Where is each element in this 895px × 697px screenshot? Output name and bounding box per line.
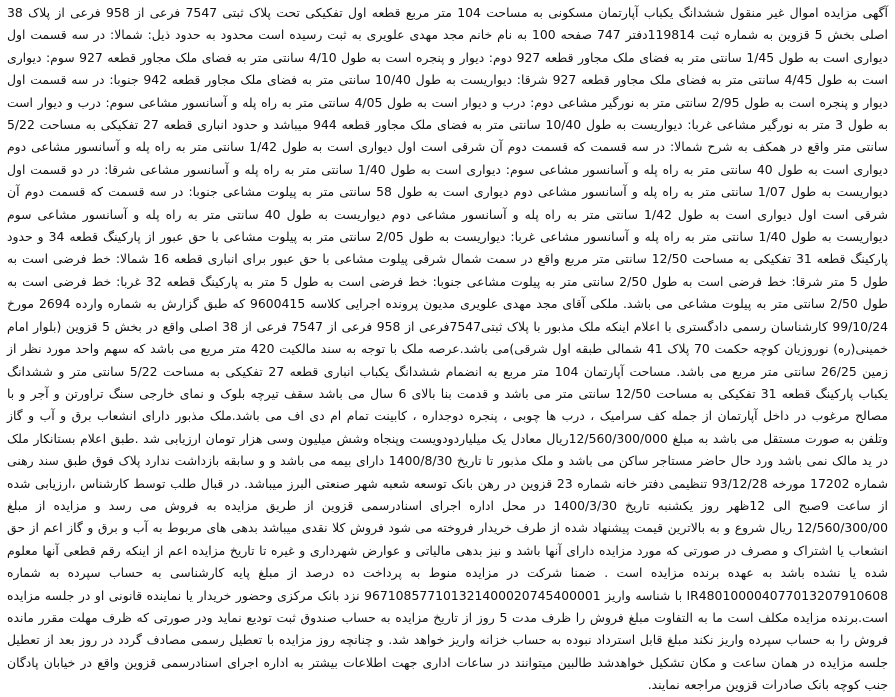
auction-notice-text: آگهی مزایده اموال غیر منقول ششدانگ یکباب آپارتمان مسکونی به مساحت 104 متر مربع قطعه اول تفکیکی تحت پلاک ثبتی 7547 فرعی از 958 فرعی از پلاک 38 اصلی بخش 5 قزوین به شماره ثبت 119814دفتر 747 صفحه 100 به نام خانم مجد مهدی علویری به ثبت رسیده است محدود به حدود ذیل: شمالا: در سه قسمت اول دیواری است به طول 1/45 سانتی متر به فضای ملک مجاور قطعه 927 دوم: دیوار و پنجره است به طول 4/10 سانتی متر به فضای ملک مجاور قطعه 927 سوم: دیواری است به طول 4/45 سانتی متر به فضای ملک مجاور قطعه 927 شرقا: دیواریست به طول 10/40 سانتی متر به فضای ملک مجاور قطعه 942 جنوبا: در سه قسمت اول دیوار و پنجره است به طول 2/95 سانتی متر به نورگیر مشاعی دوم: درب و دیوار است به طول 4/05 سانتی متر به راه پله و آسانسور مشاعی سوم: درب و دیوار است به طول 3 متر به نورگیر مشاعی غربا: دیواریست به طول 10/40 سانتی متر به فضای ملک مجاور قطعه 944 میباشد و حدود انباری قطعه 27 تفکیکی به مساحت 5/22 سانتی متر واقع در همکف به شرح شمالا: در سه قسمت که قسمت دوم آن شرقی است اول دیواری است به طول 1/42 سانتی متر به راه پله و آسانسور مشاعی دوم دیواری است به طول 40 سانتی متر به راه پله و آسانسور مشاعی سوم: دیواری است به طول 1/40 سانتی متر به راه پله و آسانسور مشاعی شرقا: در دو قسمت اول دیواریست به طول 1/07 سانتی متر به راه پله و آسانسور مشاعی دوم دیواری است به طول 58 سانتی متر به پیلوت مشاعی جنوبا: در سه قسمت که قسمت دوم آن شرقی است اول دیواری است به طول 1/42 سانتی متر به راه پله و آسانسور مشاعی دوم دیواریست به طول 40 سانتی متر به راه پله و آسانسور مشاعی سوم دیواریست به طول 1/40 سانتی متر به راه پله و آسانسور مشاعی غربا: دیواریست به طول 2/05 سانتی متر به پیلوت مشاعی با حق عبور از پارکینگ قطعه 34 و حدود پارکینگ قطعه 31 تفکیکی به مساحت 12/50 سانتی متر مربع واقع در سمت شمال شرقی پیلوت مشاعی با حق عبور برای انباری قطعه 16 شمالا: خط فرضی است به طول 5 متر شرقا: خط فرضی است به طول 2/50 سانتی متر به پیلوت مشاعی جنوبا: خط فرضی است به طول 5 متر به پارکینگ قطعه 32 غربا: خط فرضی است به طول 2/50 سانتی متر به پیلوت مشاعی می باشد. ملکی آقای مجد مهدی علویری مدیون پرونده اجرایی کلاسه 9600415 که طبق گزارش به شماره وارده 2694 مورخ 99/10/24 کارشناسان رسمی دادگستری با اعلام اینکه ملک مذبور با پلاک ثبتی7547فرعی از 958 فرعی از 7547 فرعی از 38 اصلی واقع در بخش 5 قزوین (بلوار امام خمینی(ره) نوروزیان کوچه حکمت 70 پلاک 41 شمالی طبقه اول شرقی)می باشد.عرصه ملک با توجه به سند مالکیت 420 متر مربع می باشد که سهم واحد مورد نظر از زمین 26/25 سانتی متر مربع می باشد. مساحت آپارتمان 104 متر مربع به انضمام ششدانگ یکباب انباری قطعه 27 تفکیکی به مساحت 5/22 سانتی متر و ششدانگ یکباب پارکینگ قطعه 31 تفکیکی به مساحت 12/50 سانتی متر می باشد و قدمت بنا بالای 6 سال می باشد سقف تیرچه بلوک و نمای خارجی سنگ تراورتن و آجر و با مصالح مرغوب در داخل آپارتمان از جمله کف سرامیک ، درب ها چوبی ، پنجره دوجداره ، کابینت تمام ام دی اف می باشد.ملک مذبور دارای انشعاب برق و آب و گاز وتلفن به صورت مستقل می باشد به مبلغ 12/560/300/000ریال معادل یک میلیاردودویست وپنجاه وشش میلیون وسی هزار تومان ارزیابی شد .طبق اعلام بستانکار ملک در ید مالک نمی باشد ورد حال حاضر مستاجر ساکن می باشد و ملک مذبور تا تاریخ 1400/8/30 دارای بیمه می باشد و و سابقه بازداشت ندارد پلاک فوق طبق سند رهنی شماره 17202 مورخه 93/12/28 تنظیمی دفتر خانه شماره 23 قزوین در رهن بانک توسعه شعبه شهر صنعتی البرز میباشد. در قبال طلب توسط کارشناس ،ارزیابی شده از ساعت 9صبح الی 12ظهر روز یکشنبه تاریخ 1400/3/30 در محل اداره اجرای اسنادرسمی قزوین از طریق مزایده به فروش می رسد و مزایده از مبلغ 12/560/300/00 ریال شروع و به بالاترین قیمت پیشنهاد شده از طرف خریدار فروخته می شود فروش کلا نقدی میباشد بدهی های مربوط به آب و برق و گاز اعم از حق انشعاب یا اشتراک و مصرف در صورتی که مورد مزایده دارای آنها باشد و نیز بدهی مالیاتی و عوارض شهرداری و غیره تا تاریخ مزایده اعم از اینکه رقم قطعی آنها معلوم شده یا نشده باشد به عهده برنده مزایده است . ضمنا شرکت در مزایده منوط به پرداخت ده درصد از مبلغ پایه کارشناسی به حساب سپرده به شماره IR480100004077013207910608 با شناسه واریز 967108577101321400020745400001 نزد بانک مرکزی وحضور خریدار یا نماینده قانونی او در جلسه مزایده است.برنده مزایده مکلف است ما به التفاوت مبلغ فروش را ظرف مدت 5 روز از تاریخ مزایده به حساب صندوق ثبت تودیع نماید ودر صورتی که ظرف مهلت مقرر مانده فروش را به حساب سپرده واریز نکند مبلغ قابل استرداد نبوده به حساب خزانه واریز خواهد شد. و چنانچه روز مزایده با تعطیل رسمی مصادف گردد در روز بعد از تعطیل جلسه مزایده در همان ساعت و مکان تشکیل خواهدشد طالبین میتوانند در ساعات اداری جهت اطلاعات بیشتر به اداره اجرای اسنادرسمی قزوین واقع در خیابان پادگان جنب کوچه بانک صادرات قزوین مراجعه نمایند.: [7, 5, 889, 693]
